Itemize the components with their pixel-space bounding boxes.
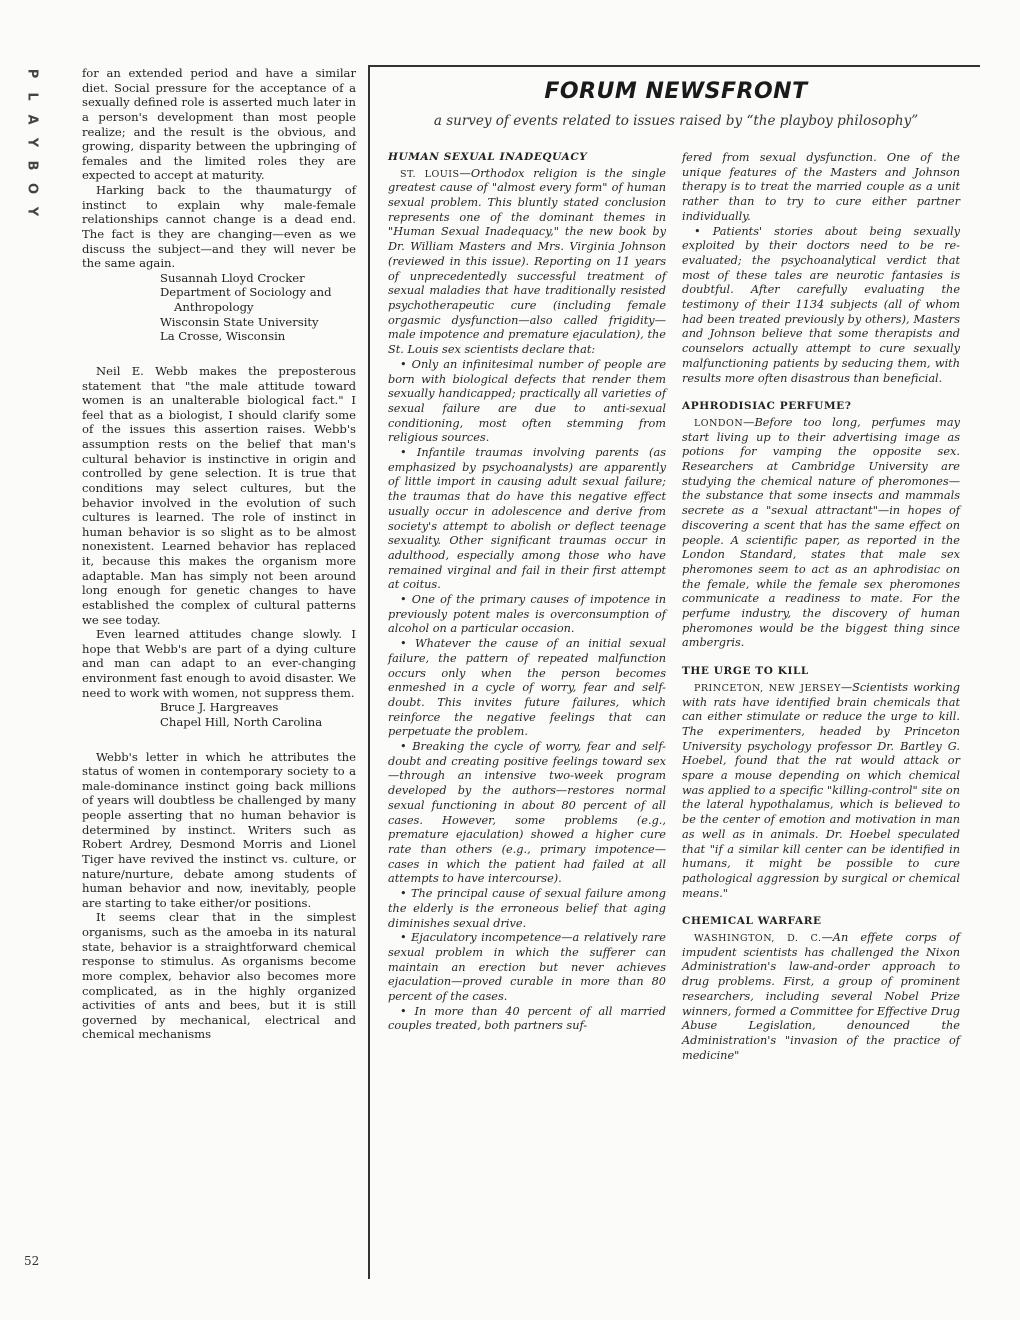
section-text: WASHINGTON, D. C.—An effete corps of impudent scientists has challenged the Nixon Administration's law-and-order approach to drug problems. First, a group of prominent researchers, including several Nobel Prize winners, formed a Committee for Effective Drug Abuse Legislation, denounced the Administration's "invasion of the practice of medicine" bbox=[682, 931, 960, 1062]
section-heading: THE URGE TO KILL bbox=[682, 665, 809, 678]
letter-paragraph: Neil E. Webb makes the preposterous statement that "the male attitude toward women is an unalterable biological fact." I feel that as a biologist, I should clarify some of the issues this assertion raises. Webb's assumption rests on the belief that man's cultural behavior is instinctive in origin and controlled by gene selection. It is true that conditions may select cultures, but the behavior involved in the evolution of such cultures is learned. The role of instinct in human behavior is so slight as to be almost nonexistent. Learned behavior has replaced it, because this makes the organism more adaptable. Man has simply not been around long enough for genetic changes to have established the complex of cultural patterns we see today. bbox=[82, 363, 356, 627]
section-heading: APHRODISIAC PERFUME? bbox=[682, 400, 852, 413]
letter-paragraph: Even learned attitudes change slowly. I hope that Webb's are part of a dying culture and man can adapt to an ever-changing environment fast enough to avoid disaster. We need to work with women, not suppress them. bbox=[82, 627, 356, 700]
section-heading: CHEMICAL WARFARE bbox=[682, 915, 822, 928]
bullet-point: • Patients' stories about being sexually exploited by their doctors need to be re-evaluated; the psychoanalytical verdict that most of these tales are neurotic fantasies is doubtful. After carefully evaluating the testimony of their 1134 subjects (all of whom had been treated previously by others), Masters and Johnson believe that some therapists and counselors actually attempt to cure sexually malfunctioning patients by seducing them, with results more often disastrous than beneficial. bbox=[682, 224, 960, 385]
magazine-side-mark: P L A Y B O Y bbox=[24, 68, 40, 217]
letters-column bbox=[82, 66, 356, 1042]
section-heading: HUMAN SEXUAL INADEQUACY bbox=[388, 151, 588, 163]
bullet-point: • Breaking the cycle of worry, fear and self-doubt and creating positive feelings toward sex—through an intensive two-week program developed by the authors—restores normal sexual functioning in about 80 percent of all cases. However, some problems (e.g., premature ejaculation) showed a higher cure rate than others (e.g., primary impotence—cases in which the patient had failed at all attempts to have intercourse). bbox=[388, 740, 666, 886]
letter-signature: Bruce J. Hargreaves Chapel Hill, North Carolina bbox=[160, 700, 323, 729]
letter-paragraph: Harking back to the thaumaturgy of instinct to explain why male-female relationships cannot change is a dead end. The fact is they are changing—even as we discuss the subject—and they will never be the same again. bbox=[82, 183, 356, 271]
bullet-point: • Only an infinitesimal number of people are born with biological defects that render them sexually handicapped; practically all varieties of sexual failure are due to anti-sexual conditioning, most often stemming from religious sources. bbox=[388, 357, 666, 445]
section-text: PRINCETON, NEW JERSEY—Scientists working with rats have identified brain chemicals that can either stimulate or reduce the urge to kill. The experimenters, headed by Princeton University psychology professor Dr. Bartley G. Hoebel, found that the rat would attack or spare a mouse depending on which chemical was applied to a specific "killing-control" site on the lateral hypothalamus, which is believed to be the center of emotion and motivation in man as well as in animals. Dr. Hoebel speculated that "if a similar kill center can be identified in humans, it might be possible to cure pathological aggression by surgical or chemical means." bbox=[682, 680, 961, 900]
forum-title: FORUM NEWSFRONT bbox=[544, 79, 808, 104]
letter-paragraph: Webb's letter in which he attributes the status of women in contemporary society to a male-dominance instinct going back millions of years will doubtless be challenged by many people asserting that no human behavior is determined by instinct. Writers such as Robert Ardrey, Desmond Morris and Lionel Tiger have revived the instinct vs. culture, or nature/nurture, debate among students of human behavior and now, inevitably, people are starting to take either/or positions. bbox=[82, 749, 356, 910]
page-number: 52 bbox=[24, 1254, 40, 1268]
bullet-point: • Ejaculatory incompetence—a relatively rare sexual problem in which the sufferer can maintain an erection but never achieves ejaculation—proved curable in more than 80 percent of the cases. bbox=[388, 931, 666, 1004]
forum-newsfront-panel bbox=[368, 65, 980, 1279]
bullet-point: • One of the primary causes of impotence in previously potent males is overconsumption of alcohol on a particular occasion. bbox=[388, 593, 666, 636]
forum-column-1 bbox=[388, 151, 666, 1034]
bullet-point-continued: fered from sexual dysfunction. One of the unique features of the Masters and Johnson therapy is to treat the married couple as a unit rather than to try to cure either partner individually. bbox=[682, 151, 960, 223]
forum-column-2 bbox=[682, 151, 960, 1063]
section-text: LONDON—Before too long, perfumes may start living up to their advertising image as potions for vamping the opposite sex. Researchers at Cambridge University are studying the chemical nature of pheromones—the substance that some insects and mammals secrete as a "sexual attractant"—in hopes of discovering a scent that has the same effect on people. A scientific paper, as reported in the London Standard, states that male sex pheromones seem to act as an aphrodisiac on the female, while the female sex pheromones communicate a readiness to mate. For the perfume industry, the discovery of human pheromones would be the biggest thing since ambergris. bbox=[682, 415, 960, 650]
bullet-point: • Infantile traumas involving parents (as emphasized by psychoanalysts) are apparently of little import in causing adult sexual failure; the traumas that do have this negative effect usually occur in adolescence and derive from society's attempt to abolish or deflect teenage sexuality. Other significant traumas occur in adulthood, especially among those who have remained virginal and fail in their first attempt at coitus. bbox=[388, 446, 666, 592]
forum-subtitle: a survey of events related to issues raised by “the playboy philosophy” bbox=[433, 113, 919, 129]
letter-paragraph: It seems clear that in the simplest organisms, such as the amoeba in its natural state, behavior is a straightforward chemical response to stimulus. As organisms become more complex, behavior also becomes more complicated, as in the highly organized activities of ants and bees, but it is still governed by mechanical, electrical and chemical mechanisms bbox=[82, 910, 356, 1042]
letter-paragraph: for an extended period and have a similar diet. Social pressure for the acceptance of a sexually defined role is asserted much later in a person's development than most people realize; and the result is the obvious, and growing, disparity between the upbringing of females and the limited roles they are expected to accept at maturity. bbox=[82, 66, 356, 183]
bullet-point: • In more than 40 percent of all married couples treated, both partners suf- bbox=[388, 1004, 666, 1033]
bullet-point: • The principal cause of sexual failure among the elderly is the erroneous belief that aging diminishes sexual drive. bbox=[388, 887, 666, 930]
section-lead: ST. LOUIS—Orthodox religion is the single greatest cause of "almost every form" of human sexual problem. This bluntly stated conclusion represents one of the dominant themes in "Human Sexual Inadequacy," the new book by Dr. William Masters and Mrs. Virginia Johnson (reviewed in this issue). Reporting on 11 years of unprecedentedly successful treatment of sexual maladies that have traditionally resisted psychotherapeutic cure (including female orgasmic dysfunction—also called frigidity—male impotence and premature ejaculation), the St. Louis sex scientists declare that: bbox=[388, 166, 666, 357]
letter-signature: Susannah Lloyd Crocker Department of Sociology and Anthropology Wisconsin State University La Crosse, Wisconsin bbox=[160, 270, 332, 344]
bullet-point: • Whatever the cause of an initial sexual failure, the pattern of repeated malfunction occurs only when the person becomes enmeshed in a cycle of worry, fear and self-doubt. This invites future failures, which reinforce the negative feelings that can perpetuate the problem. bbox=[388, 637, 666, 739]
